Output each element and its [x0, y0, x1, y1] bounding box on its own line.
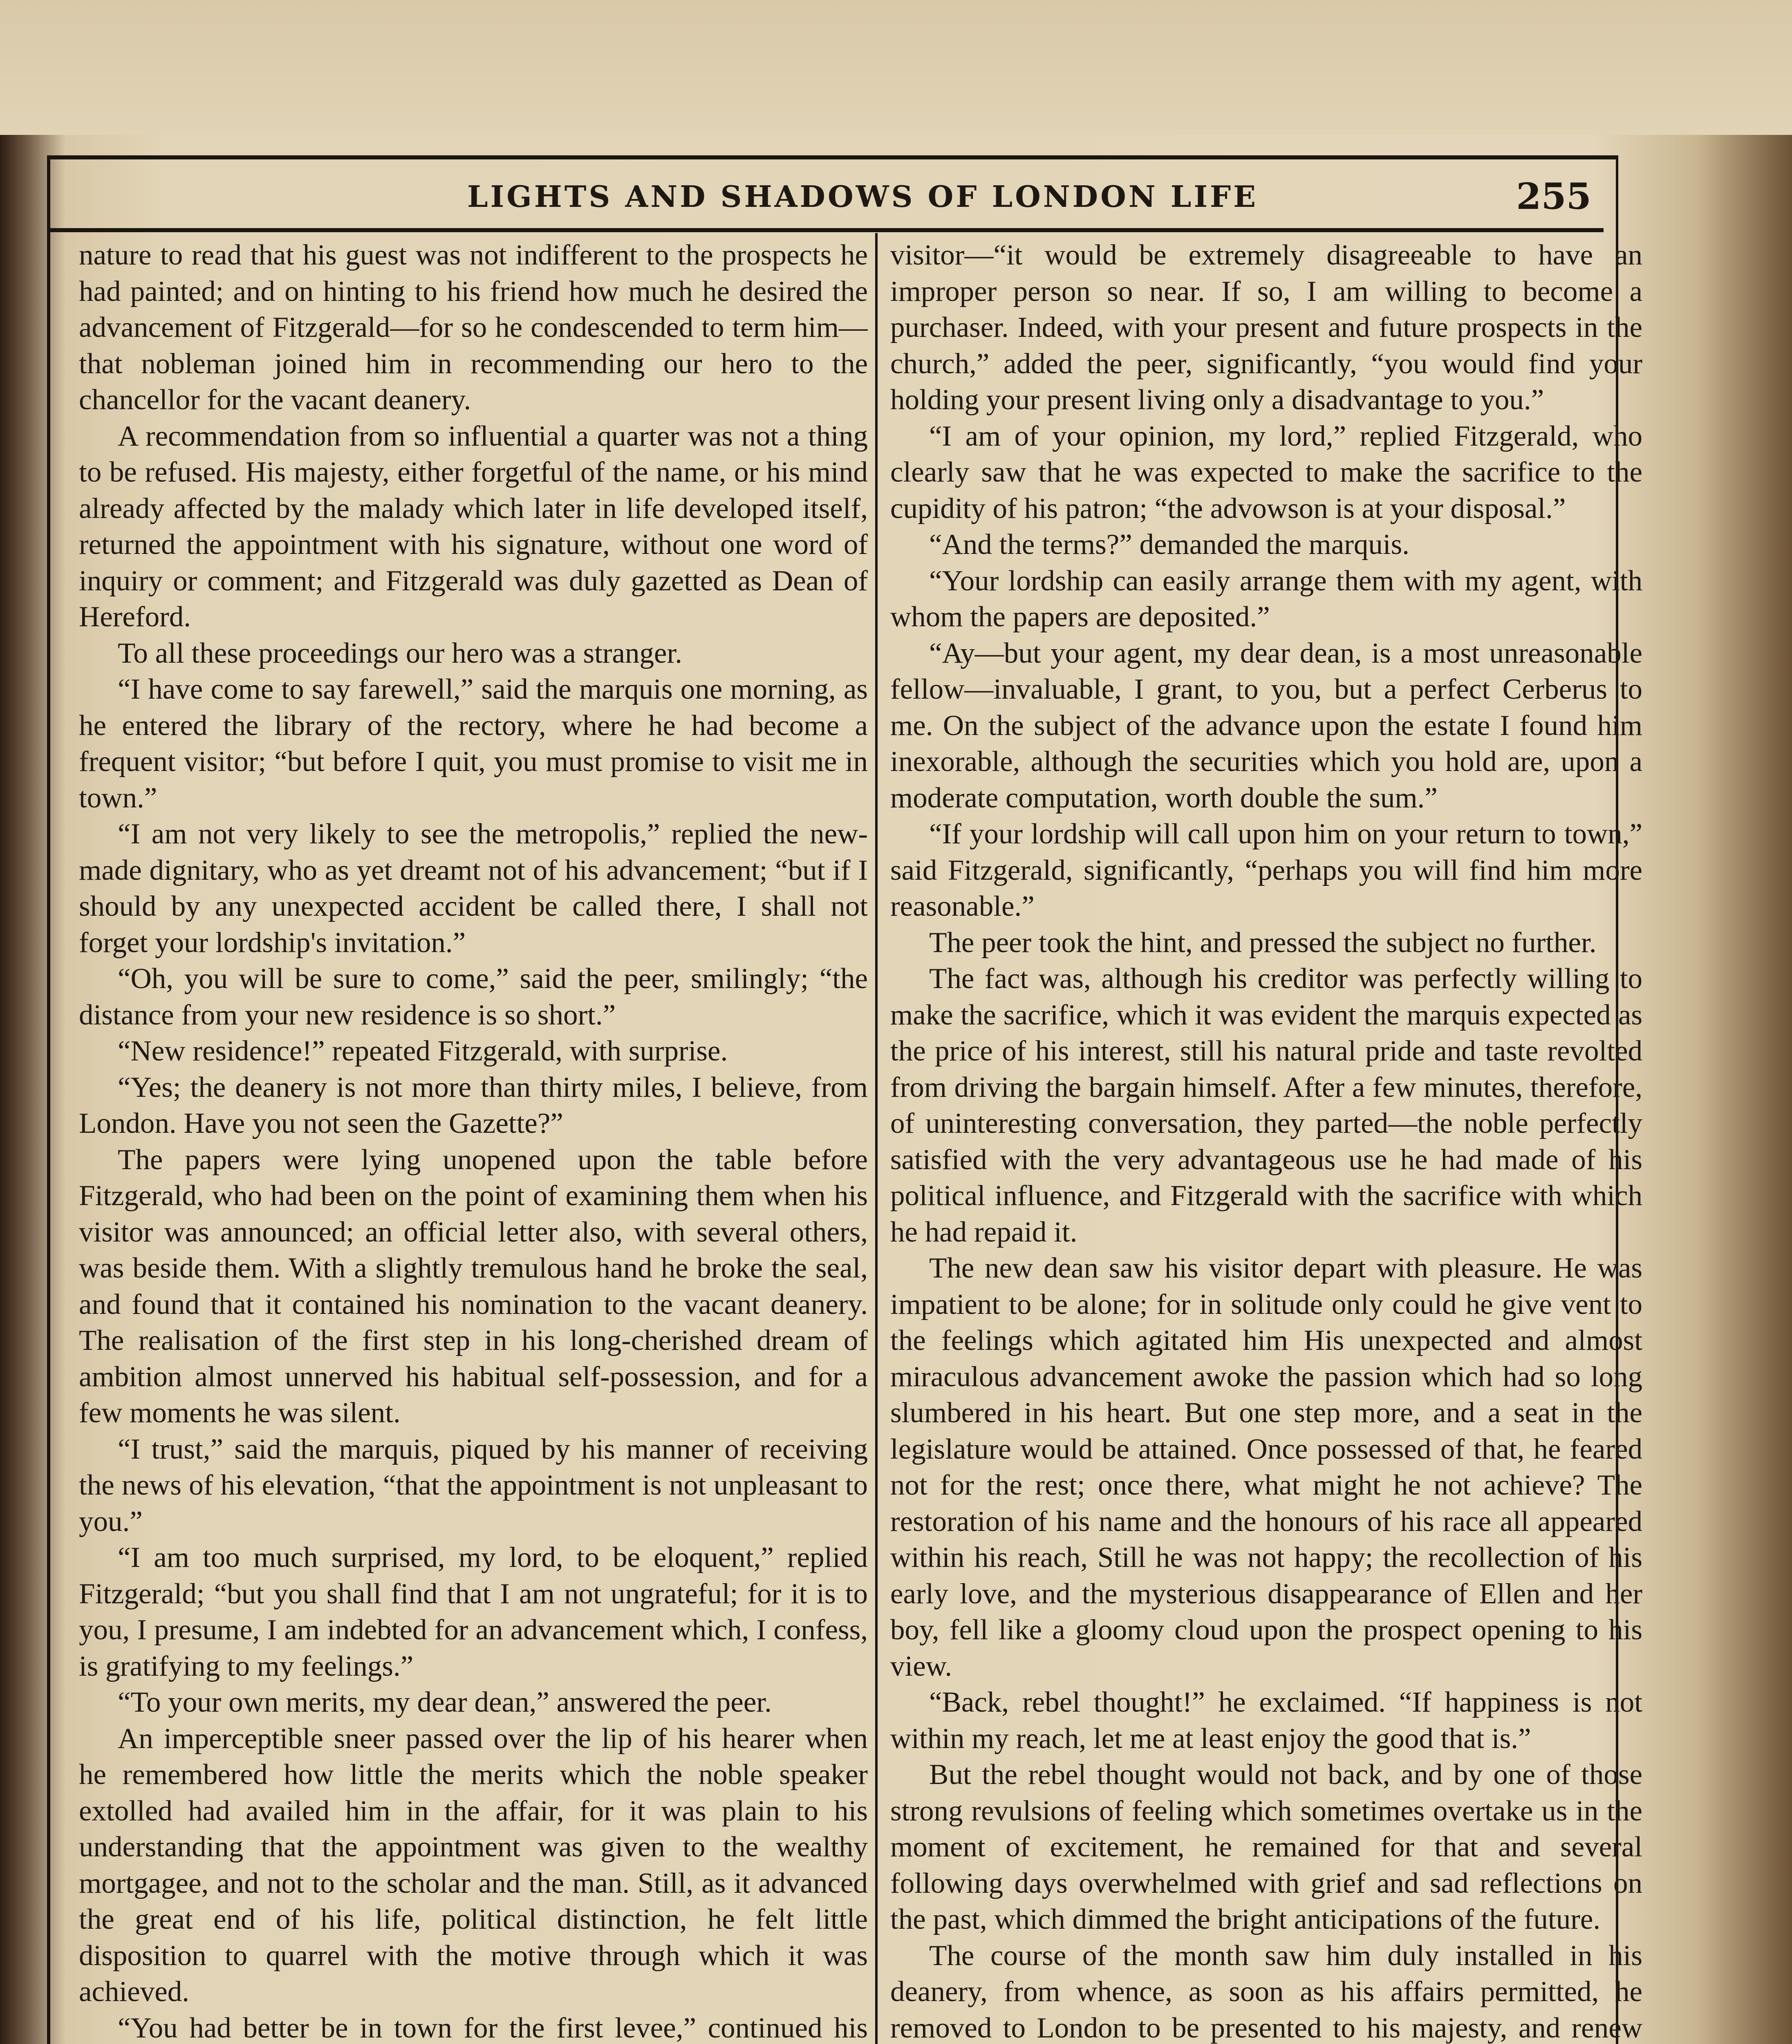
paragraph: “You had better be in town for the first levee,” continued his — [118, 2012, 868, 2044]
paragraph: “I am of your opinion, my lord,” replied Fitzgerald, who clearly saw that he was expected to make the sacrifice to the cupidity of his patron; “the advowson is at your disposal.” — [890, 420, 1642, 524]
page-number: 255 — [1516, 175, 1591, 217]
right-column — [890, 237, 1642, 2044]
paragraph: To all these proceedings our hero was a stranger. — [118, 637, 683, 669]
paragraph: “Back, rebel thought!” he exclaimed. “If happiness is not within my reach, let me at least enjoy the good that is.” — [890, 1686, 1642, 1755]
top-margin — [0, 0, 1792, 135]
paragraph: “I am not very likely to see the metropolis,” replied the new-made dignitary, who as yet dreamt not of his advancement; “but if I should by any unexpected accident be called there, I shall not forget your lordship's invitation.” — [79, 818, 868, 959]
paragraph: The papers were lying unopened upon the table before Fitzgerald, who had been on the point of examining them when his visitor was announced; an official letter also, with several others, was beside them. With a slightly tremulous hand he broke the seal, and found that it contained his nomination to the vacant deanery. The realisation of the first step in his long-cherished dream of ambition almost unnerved his habitual self-possession, and for a few moments he was silent. — [79, 1143, 868, 1429]
paragraph: “I am too much surprised, my lord, to be eloquent,” replied Fitzgerald; “but you shall find that I am not ungrateful; for it is to you, I presume, I am indebted for an advancement which, I confess, is gratifying to my feelings.” — [79, 1542, 868, 1682]
paragraph: “New residence!” repeated Fitzgerald, with surprise. — [118, 1035, 728, 1067]
paragraph: The fact was, although his creditor was perfectly willing to make the sacrifice, which it was evident the marquis expected as the price of his interest, still his natural pride and taste revolted from driving the bargain himself. After a few minutes, therefore, of uninteresting conversation, they parted—the noble perfectly satisfied with the very advantageous use he had made of his political influence, and Fitzgerald with the sacrifice with which he had repaid it. — [890, 963, 1642, 1248]
paragraph: “To your own merits, my dear dean,” answered the peer. — [118, 1686, 772, 1718]
paragraph: The course of the month saw him duly installed in his deanery, from whence, as soon as his affairs permitted, he removed to London to be presented to his majesty, and renew — [890, 1939, 1642, 2044]
paragraph: But the rebel thought would not back, and by one of those strong revulsions of feeling which sometimes overtake us in the moment of excitement, he remained for that and several following days overwhelmed with grief and sad reflections on the past, which dimmed the bright anticipations of the future. — [890, 1759, 1642, 1935]
left-column — [79, 237, 868, 2044]
paragraph: nature to read that his guest was not indifferent to the prospects he had painted; and on hinting to his friend how much he desired the advancement of Fitzgerald—for so he condescended to term him—that nobleman joined him in recommending our hero to the chancellor for the vacant deanery. — [79, 239, 868, 416]
paragraph: “And the terms?” demanded the marquis. — [929, 529, 1410, 560]
paragraph: “Oh, you will be sure to come,” said the peer, smilingly; “the distance from your new residence is so short.” — [79, 963, 868, 1031]
paragraph: “Yes; the deanery is not more than thirty miles, I believe, from London. Have you not seen the Gazette?” — [79, 1071, 868, 1139]
paragraph: The peer took the hint, and pressed the subject no further. — [929, 926, 1597, 959]
column-rule — [875, 233, 878, 2044]
paragraph: “I have come to say farewell,” said the marquis one morning, as he entered the library of the rectory, where he had become a frequent visitor; “but before I quit, you must promise to visit me in town.” — [79, 673, 868, 814]
page-header — [50, 171, 1604, 232]
running-title: LIGHTS AND SHADOWS OF LONDON LIFE — [467, 179, 1258, 214]
paragraph: “Ay—but your agent, my dear dean, is a most unreasonable fellow—invaluable, I grant, to you, but a perfect Cerberus to me. On the subject of the advance upon the estate I found him inexorable, although the securities which you hold are, upon a moderate computation, worth double the sum.” — [890, 637, 1642, 814]
paragraph: visitor—“it would be extremely disagreeable to have an improper person so near. If so, I am willing to become a purchaser. Indeed, with your present and future prospects in the church,” added the peer, significantly, “you would find your holding your present living only a disadvantage to you.” — [890, 239, 1642, 416]
paragraph: An imperceptible sneer passed over the lip of his hearer when he remembered how little the merits which the noble speaker extolled had availed him in the affair, for it was plain to his understanding that the appointment was given to the wealthy mortgagee, and not to the scholar and the man. Still, as it advanced the great end of his life, political distinction, he felt little disposition to quarrel with the motive through which it was achieved. — [79, 1722, 868, 2008]
paragraph: “Your lordship can easily arrange them with my agent, with whom the papers are deposited.” — [890, 565, 1642, 633]
printed-page — [47, 155, 1642, 2044]
paragraph: “If your lordship will call upon him on your return to town,” said Fitzgerald, significantly, “perhaps you will find him more reasonable.” — [890, 818, 1642, 922]
paragraph: A recommendation from so influential a quarter was not a thing to be refused. His majesty, either forgetful of the name, or his mind already affected by the malady which later in life developed itself, returned the appointment with his signature, without one word of inquiry or comment; and Fitzgerald was duly gazetted as Dean of Hereford. — [79, 420, 868, 633]
paragraph: The new dean saw his visitor depart with pleasure. He was impatient to be alone; for in solitude only could he give vent to the feelings which agitated him His unexpected and almost miraculous advancement awoke the passion which had so long slumbered in his heart. But one step more, and a seat in the legislature would be attained. Once possessed of that, he feared not for the rest; once there, what might he not achieve? The restoration of his name and the honours of his race all appeared within his reach, Still he was not happy; the recollection of his early love, and the mysterious disappearance of Ellen and her boy, fell like a gloomy cloud upon the prospect opening to his view. — [890, 1252, 1642, 1682]
paragraph: “I trust,” said the marquis, piqued by his manner of receiving the news of his elevation, “that the appointment is not unpleasant to you.” — [79, 1433, 868, 1537]
